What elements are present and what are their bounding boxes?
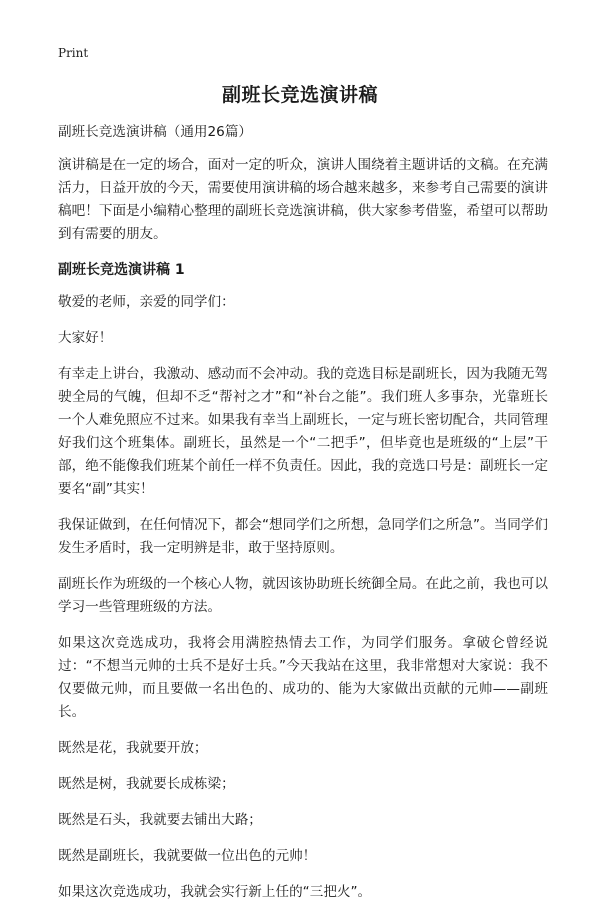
paragraph-greeting: 敬爱的老师，亲爱的同学们： — [58, 294, 235, 310]
print-link[interactable]: Print — [58, 46, 89, 60]
article-body — [58, 121, 548, 917]
paragraph-commitment: 如果这次竞选成功，我将会用满腔热情去工作，为同学们服务。拿破仑曾经说过：“不想当元帅的士兵不是好士兵。”今天我站在这里，我非常想对大家说：我不仅要做元帅，而且要做一名出色的、成功的、能为大家做出贡献的元帅——副班长。 — [58, 635, 548, 720]
paragraph-flower: 既然是花，我就要开放； — [58, 740, 208, 756]
paragraph-role: 副班长作为班级的一个核心人物，就因该协助班长统御全局。在此之前，我也可以学习一些管理班级的方法。 — [58, 576, 548, 615]
page-title: 副班长竞选演讲稿 — [221, 84, 378, 106]
paragraph-stone: 既然是石头，我就要去铺出大路； — [58, 812, 262, 828]
section-heading: 副班长竞选演讲稿 1 — [58, 262, 185, 278]
paragraph-hello: 大家好！ — [58, 330, 113, 346]
intro-paragraph: 演讲稿是在一定的场合，面对一定的听众，演讲人围绕着主题讲话的文稿。在充满活力，日益开放的今天，需要使用演讲稿的场合越来越多，来参考自己需要的演讲稿吧！下面是小编精心整理的副班长竞选演讲稿，供大家参考借鉴，希望可以帮助到有需要的朋友。 — [58, 157, 548, 242]
paragraph-promise: 我保证做到，在任何情况下，都会“想同学们之所想，急同学们之所急”。当同学们发生矛盾时，我一定明辨是非，敢于坚持原则。 — [58, 517, 548, 556]
paragraph-tree: 既然是树，我就要长成栋梁； — [58, 776, 235, 792]
paragraph-three-fires: 如果这次竞选成功，我就会实行新上任的“三把火”。 — [58, 884, 372, 900]
paragraph-monitor: 既然是副班长，我就要做一位出色的元帅！ — [58, 848, 317, 864]
paragraph-goal: 有幸走上讲台，我激动、感动而不会冲动。我的竞选目标是副班长，因为我随无驾驶全局的气魄，但却不乏“帮衬之才”和“补台之能”。我们班人多事杂，光靠班长一个人难免照应不过来。如果我有幸当上副班长，一定与班长密切配合，共同管理好我们这个班集体。副班长，虽然是一个“二把手”，但毕竟也是班级的“上层”干部，绝不能像我们班某个前任一样不负责任。因此，我的竞选口号是：副班长一定要名“副”其实！ — [58, 366, 548, 497]
article-subtitle: 副班长竞选演讲稿（通用26篇） — [58, 124, 253, 140]
